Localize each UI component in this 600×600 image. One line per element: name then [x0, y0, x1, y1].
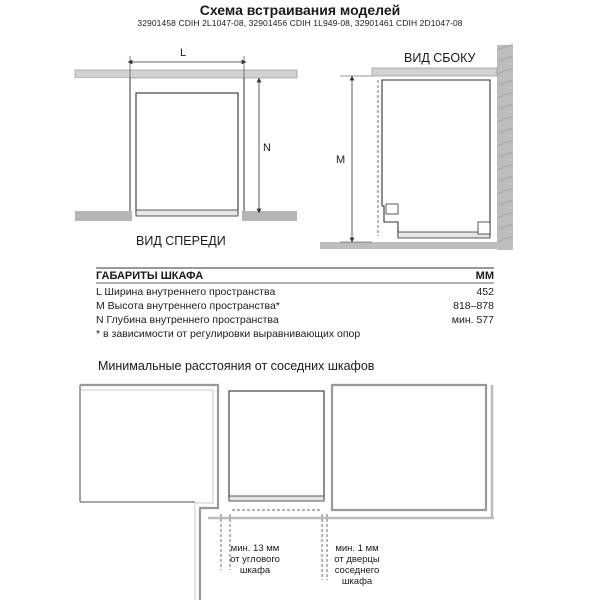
back-wall	[497, 45, 513, 250]
front-view-label: ВИД СПЕРЕДИ	[136, 234, 226, 248]
table-footnote	[96, 328, 494, 340]
row-label: L Ширина внутреннего пространства	[96, 286, 276, 298]
note-line: мин. 1 мм	[335, 543, 379, 554]
diagram-title: Схема встраивания моделей	[199, 2, 401, 18]
clearance-plan	[80, 385, 494, 600]
table-header	[96, 270, 494, 282]
row-value: мин. 577	[451, 314, 494, 326]
side-countertop	[372, 68, 497, 76]
note-line: от углового	[230, 554, 280, 565]
floor-left	[75, 211, 132, 221]
note-line: мин. 13 мм	[230, 543, 280, 554]
appliance-front	[136, 93, 238, 213]
dim-label-l: L	[180, 47, 187, 59]
appliance-plan	[229, 391, 324, 499]
note-line: от дверцы	[334, 554, 380, 565]
appliance-plinth	[136, 210, 238, 216]
countertop	[75, 70, 297, 78]
front-view	[75, 56, 297, 221]
row-value: 818–878	[453, 300, 494, 312]
floor-right	[242, 211, 297, 221]
note-line: соседнего	[334, 565, 380, 576]
side-view-label: ВИД СБОКУ	[404, 51, 476, 65]
table-title: ГАБАРИТЫ ШКАФА	[96, 270, 204, 282]
row-label: M Высота внутреннего пространства*	[96, 300, 280, 312]
table-row	[96, 314, 494, 326]
note-line: шкафа	[239, 565, 271, 576]
footnote-text: * в зависимости от регулировки выравнивающих опор	[96, 328, 361, 340]
note-line: шкафа	[341, 576, 373, 587]
corner-cabinet	[80, 385, 218, 600]
row-label: N Глубина внутреннего пространства	[96, 314, 279, 326]
table-row	[96, 300, 494, 312]
dim-label-m: M	[336, 154, 346, 166]
side-view	[320, 44, 513, 250]
clearance-note-right	[326, 543, 388, 587]
model-list: 32901458 CDIH 2L1047-08, 32901456 CDIH 1L949-08, 32901461 CDIH 2D1047-08	[137, 18, 463, 28]
dim-label-n: N	[263, 142, 271, 154]
row-value: 452	[476, 286, 494, 298]
neighbour-cabinet	[332, 385, 486, 510]
table-row	[96, 286, 494, 298]
clearance-title: Минимальные расстояния от соседних шкафов	[98, 359, 375, 373]
table-unit: ММ	[475, 270, 494, 282]
clearance-note-left	[226, 543, 284, 576]
side-floor	[320, 242, 513, 249]
